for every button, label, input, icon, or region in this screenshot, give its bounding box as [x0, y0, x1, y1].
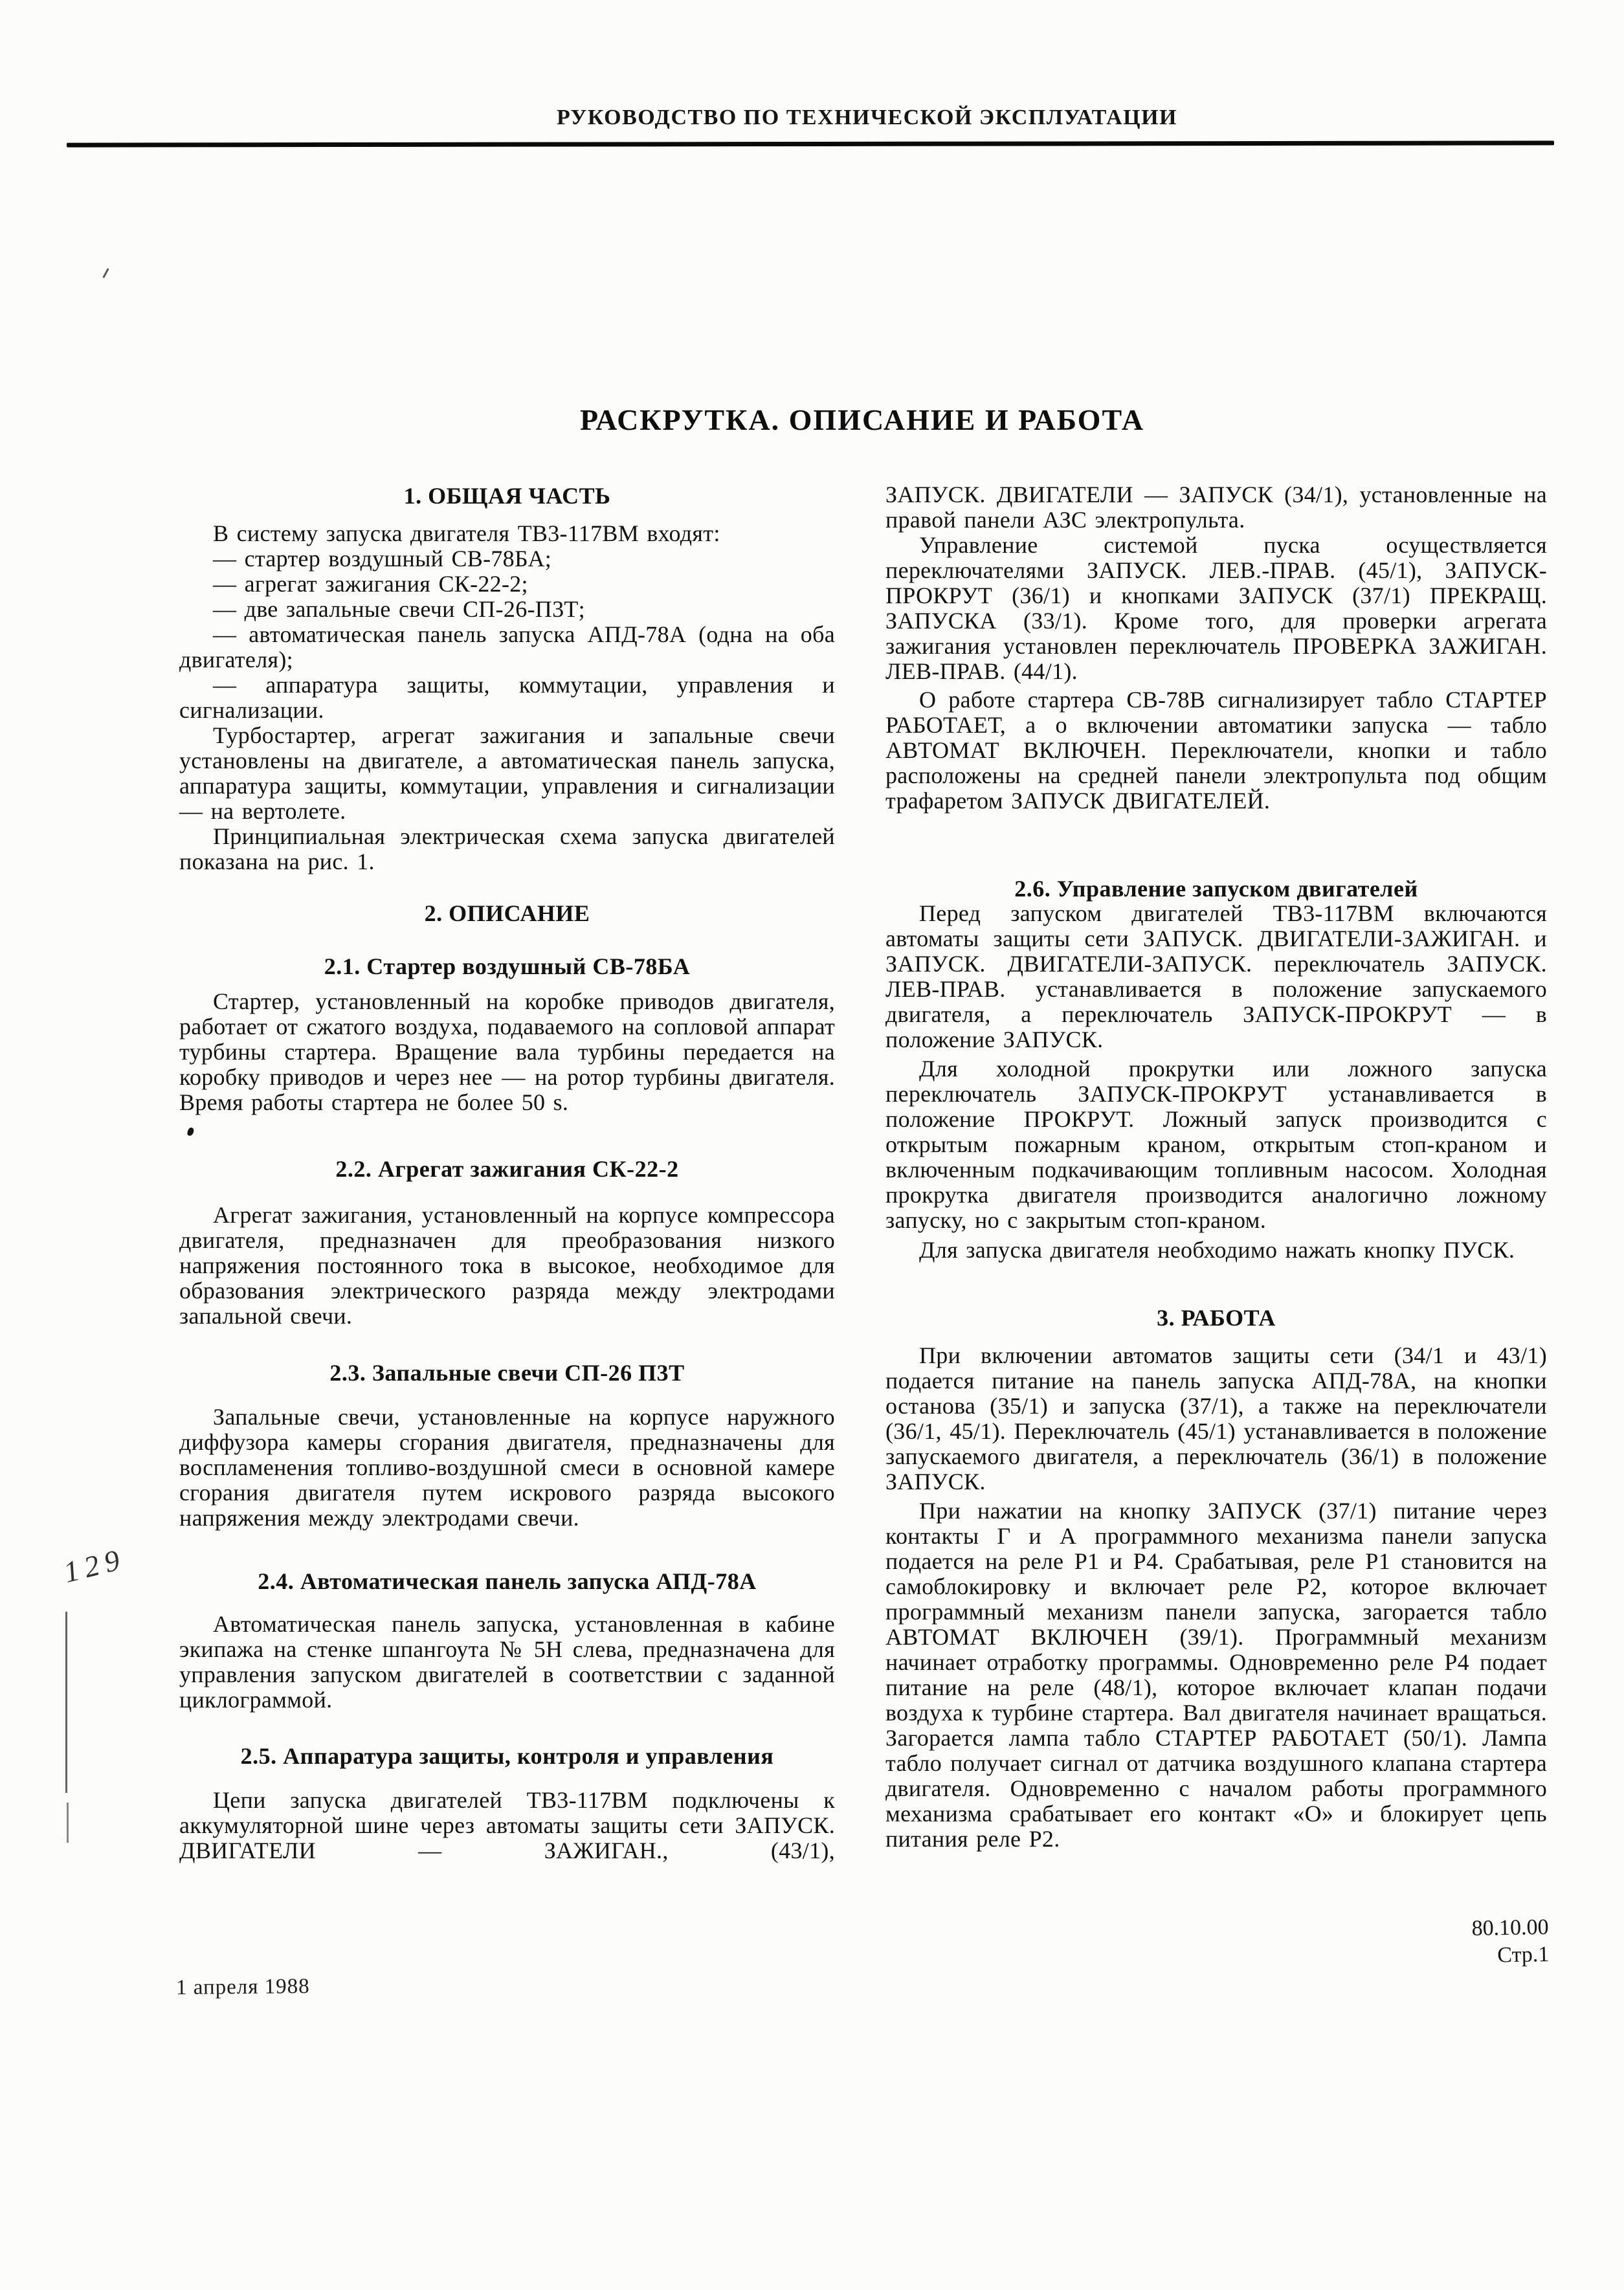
paragraph: Запальные свечи, установленные на корпусе наружного диффузора камеры сгорания двигателя, предназначены для воспламенения топливо-воздушной смеси в основной камере сгорания двигателя путем искрового разряда высокого напряжения между электродами свечи. [179, 1404, 835, 1531]
paragraph: Автоматическая панель запуска, установленная в кабине экипажа на стенке шпангоута № 5Н слева, предназначена для управления запуском двигателей в соответствии с заданной циклограммой. [179, 1611, 835, 1713]
margin-pencil-line [67, 1803, 69, 1843]
paragraph: Принципиальная электрическая схема запуска двигателей показана на рис. 1. [179, 823, 835, 874]
paragraph-intro: В систему запуска двигателя ТВ3-117ВМ входят: [213, 520, 720, 546]
list-item: — агрегат зажигания СК-22-2; [213, 571, 528, 597]
paragraph: При включении автоматов защиты сети (34/1 и 43/1) подается питание на панель запуска АПД-78А, на кнопки останова (35/1) и запуска (37/1), а также на переключатели (36/1, 45/1). Переключатель (45/1) устанавливается в положение запускаемого двигателя, а переключатель (36/1) в положение ЗАПУСК. [885, 1342, 1547, 1495]
paragraph: Турбостартер, агрегат зажигания и запальные свечи установлены на двигателе, а автоматическая панель запуска, аппаратура защиты, коммутации, управления и сигнализации — на вертолете. [179, 722, 835, 824]
section-heading-2-6: 2.6. Управление запуском двигателей [1014, 876, 1418, 902]
paragraph-continuation: ЗАПУСК. ДВИГАТЕЛИ — ЗАПУСК (34/1), установленные на правой панели АЗС электропульта. [885, 482, 1547, 533]
section-heading-description: 2. ОПИСАНИЕ [424, 900, 590, 926]
paragraph: О работе стартера СВ-78В сигнализирует табло СТАРТЕР РАБОТАЕТ, а о включении автоматики запуска — табло АВТОМАТ ВКЛЮЧЕН. Переключатели, кнопки и табло расположены на средней панели электропульта под общим трафаретом ЗАПУСК ДВИГАТЕЛЕЙ. [885, 687, 1547, 814]
margin-pencil-line [65, 1612, 67, 1793]
paragraph: Для холодной прокрутки или ложного запуска переключатель ЗАПУСК-ПРОКРУТ устанавливается в положение ПРОКРУТ. Ложный запуск производится с открытым пожарным краном, открытым стоп-краном и включенным подкачивающим топливным насосом. Холодная прокрутка двигателя производится аналогично ложному запуску, но с закрытым стоп-краном. [885, 1056, 1547, 1233]
footer-doc-number: 80.10.00 [1471, 1915, 1549, 1941]
footer-page-number: Стр.1 [1497, 1942, 1550, 1968]
running-header: РУКОВОДСТВО ПО ТЕХНИЧЕСКОЙ ЭКСПЛУАТАЦИИ [557, 106, 1177, 129]
section-heading-2-4: 2.4. Автоматическая панель запуска АПД-78А [258, 1568, 757, 1594]
section-heading-2-2: 2.2. Агрегат зажигания СК-22-2 [335, 1156, 679, 1182]
footer-reference-block [1471, 1914, 1549, 1970]
section-heading-2-5: 2.5. Аппаратура защиты, контроля и управления [240, 1743, 774, 1769]
header-rule [67, 140, 1554, 147]
handwritten-margin-note: 129 [60, 1542, 129, 1589]
scan-artifact-tick [102, 268, 109, 278]
paragraph: Цепи запуска двигателей ТВ3-117ВМ подключены к аккумуляторной шине через автоматы защиты сети ЗАПУСК. ДВИГАТЕЛИ — ЗАЖИГАН., (43/1), [179, 1787, 835, 1863]
list-item: — автоматическая панель запуска АПД-78А (одна на оба двигателя); [179, 621, 835, 673]
paragraph: Управление системой пуска осуществляется переключателями ЗАПУСК. ЛЕВ.-ПРАВ. (45/1), ЗАПУСК-ПРОКРУТ (36/1) и кнопками ЗАПУСК (37/1) ПРЕКРАЩ. ЗАПУСКА (33/1). Кроме того, для проверки агрегата зажигания установлен переключатель ПРОВЕРКА ЗАЖИГАН. ЛЕВ-ПРАВ. (44/1). [885, 532, 1547, 684]
paragraph: Агрегат зажигания, установленный на корпусе компрессора двигателя, предназначен для преобразования низкого напряжения постоянного тока в высокое, необходимое для образования электрического разряда между электродами запальной свечи. [179, 1202, 835, 1329]
paragraph: Для запуска двигателя необходимо нажать кнопку ПУСК. [919, 1237, 1515, 1263]
paragraph: Перед запуском двигателей ТВ3-117ВМ включаются автоматы защиты сети ЗАПУСК. ДВИГАТЕЛИ-ЗАЖИГАН. и ЗАПУСК. ДВИГАТЕЛИ-ЗАПУСК. переключатель ЗАПУСК. ЛЕВ-ПРАВ. устанавливается в положение запускаемого двигателя, а переключатель ЗАПУСК-ПРОКРУТ — в положение ЗАПУСК. [885, 900, 1547, 1052]
section-heading-general: 1. ОБЩАЯ ЧАСТЬ [403, 483, 611, 509]
section-heading-2-3: 2.3. Запальные свечи СП-26 П3Т [329, 1360, 685, 1386]
right-column [885, 479, 1547, 2084]
list-item: — две запальные свечи СП-26-П3Т; [213, 596, 585, 622]
paragraph: При нажатии на кнопку ЗАПУСК (37/1) питание через контакты Г и А программного механизма панели запуска подается на реле Р1 и Р4. Срабатывая, реле Р1 становится на самоблокировку и включает реле Р2, которое включает программный механизм панели запуска, загорается табло АВТОМАТ ВКЛЮЧЕН (39/1). Программный механизм начинает отработку программы. Одновременно реле Р4 подает питание на реле (48/1), которое включает клапан подачи воздуха к турбине стартера. Вал двигателя начинает вращаться. Загорается лампа табло СТАРТЕР РАБОТАЕТ (50/1). Лампа табло получает сигнал от датчика воздушного клапана стартера двигателя. Одновременно с началом работы программного механизма срабатывает его контакт «О» и блокирует цепь питания реле Р2. [885, 1498, 1547, 1852]
list-item: — аппаратура защиты, коммутации, управления и сигнализации. [179, 672, 835, 723]
list-item: — стартер воздушный СВ-78БА; [213, 546, 552, 572]
paragraph: Стартер, установленный на коробке приводов двигателя, работает от сжатого воздуха, подаваемого на сопловой аппарат турбины стартера. Вращение вала турбины передается на коробку приводов и через нее — на ротор турбины двигателя. Время работы стартера не более 50 s. [179, 988, 835, 1115]
section-heading-2-1: 2.1. Стартер воздушный СВ-78БА [324, 953, 691, 979]
section-heading-work: 3. РАБОТА [1157, 1305, 1276, 1331]
left-column [179, 479, 835, 1935]
footer-date: 1 апреля 1988 [175, 1974, 310, 2000]
page-title: РАСКРУТКА. ОПИСАНИЕ И РАБОТА [579, 403, 1145, 436]
